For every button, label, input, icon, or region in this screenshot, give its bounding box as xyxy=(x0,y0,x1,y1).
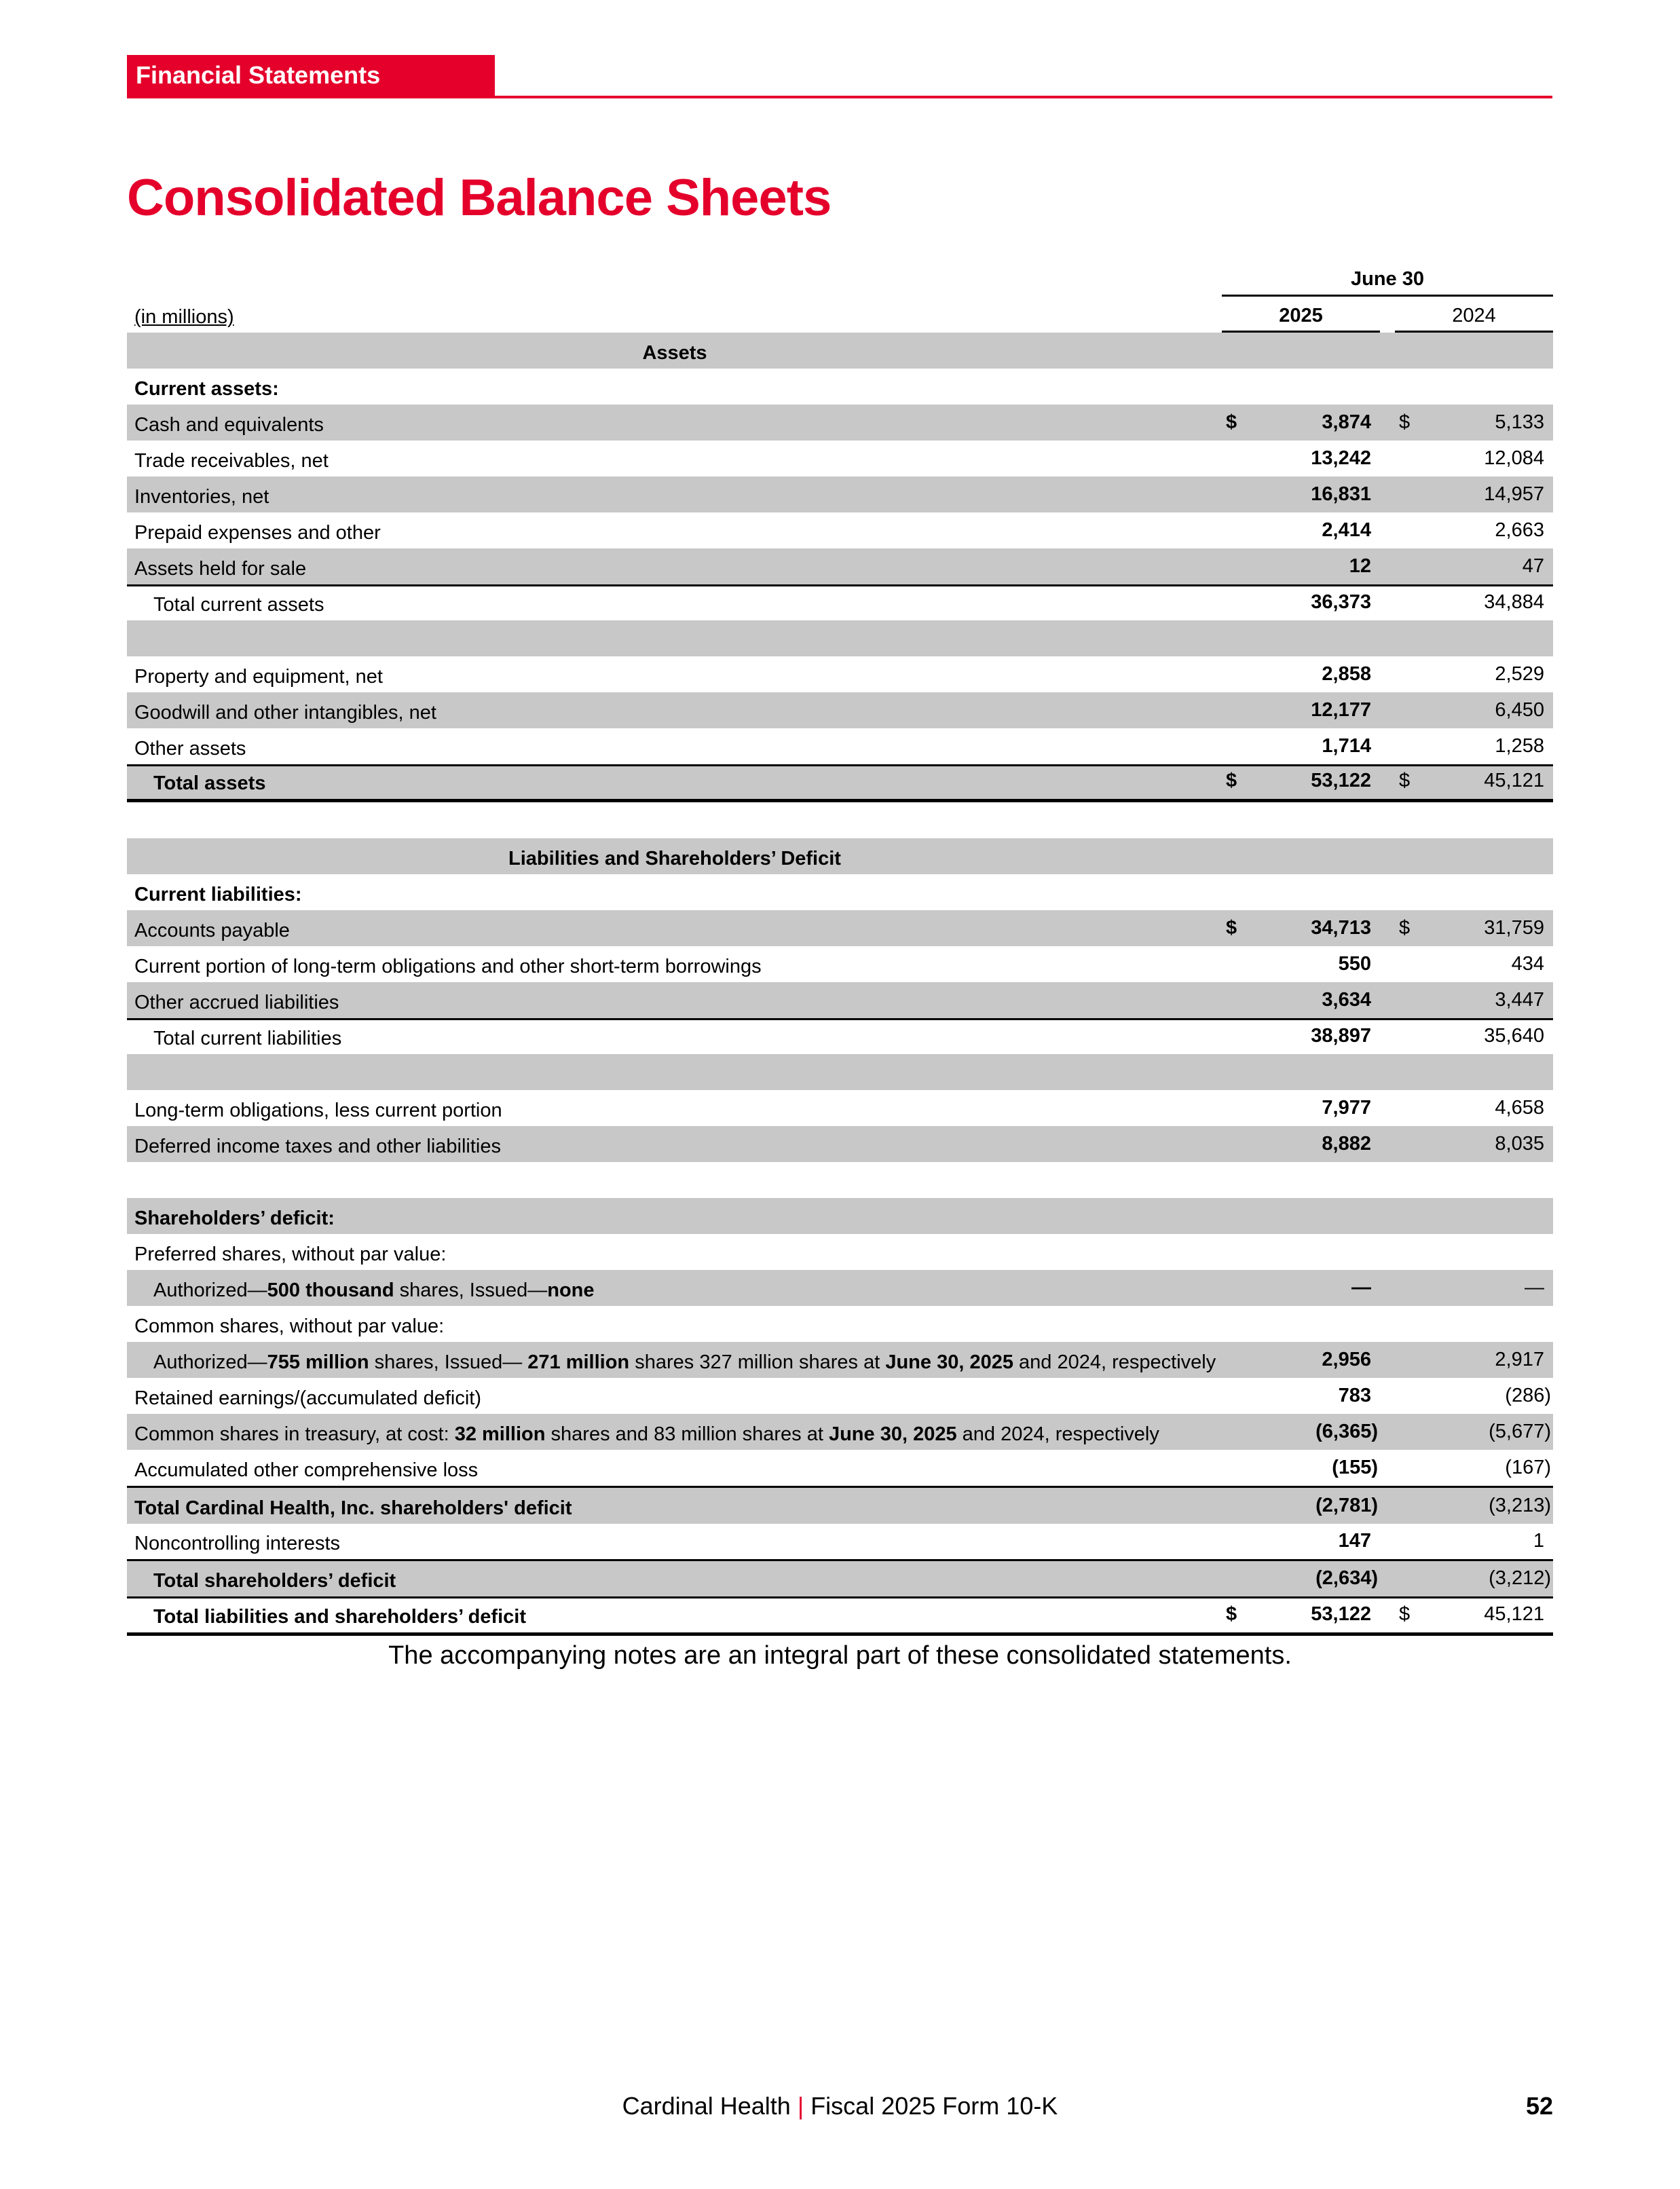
value-2024: 3,447 xyxy=(1495,989,1544,1011)
subhead-row xyxy=(127,1198,1553,1234)
row-label: Preferred shares, without par value: xyxy=(134,1243,447,1265)
row-label: Retained earnings/(accumulated deficit) xyxy=(134,1387,481,1409)
table-row xyxy=(127,548,1553,584)
page-footer xyxy=(0,2092,1680,2120)
table-row xyxy=(127,476,1553,512)
label-part: and 2024, respectively xyxy=(956,1423,1159,1445)
value-2024: 434 xyxy=(1511,953,1544,975)
row-label: Accumulated other comprehensive loss xyxy=(134,1459,479,1481)
value-2024: 8,035 xyxy=(1495,1133,1544,1155)
label-part: 755 million xyxy=(267,1351,369,1373)
value-2025: 3,874 xyxy=(1322,411,1371,433)
row-label: Goodwill and other intangibles, net xyxy=(134,702,436,724)
table-row xyxy=(127,512,1553,548)
label-part: none xyxy=(547,1279,595,1301)
footer-company: Cardinal Health xyxy=(622,2092,791,2120)
row-label: Inventories, net xyxy=(134,486,269,508)
value-2024: (5,677) xyxy=(1489,1421,1551,1442)
value-2025: 38,897 xyxy=(1311,1025,1371,1047)
value-2024: 2,917 xyxy=(1495,1349,1544,1370)
section-rule xyxy=(127,96,1552,98)
row-label: Total shareholders’ deficit xyxy=(153,1570,396,1592)
table-header-row xyxy=(127,297,1553,333)
value-2025: (155) xyxy=(1332,1457,1378,1478)
table-row xyxy=(127,1378,1553,1414)
value-2024: 6,450 xyxy=(1495,699,1544,721)
currency-2025: $ xyxy=(1226,1603,1237,1625)
section-tab: Financial Statements xyxy=(127,55,495,96)
footer-separator: | xyxy=(797,2092,804,2120)
value-2025: (2,781) xyxy=(1315,1495,1378,1516)
column-group-label: June 30 xyxy=(1351,268,1424,290)
subtotal-row xyxy=(127,1018,1553,1054)
total-row xyxy=(127,764,1553,802)
table-row xyxy=(127,1090,1553,1126)
table-row xyxy=(127,441,1553,476)
currency-2024: $ xyxy=(1399,770,1411,791)
row-label: Total liabilities and shareholders’ deficit xyxy=(153,1606,526,1628)
table-row xyxy=(127,1414,1553,1450)
value-2024: 4,658 xyxy=(1495,1097,1544,1119)
value-2024: 35,640 xyxy=(1484,1025,1544,1047)
currency-2024: $ xyxy=(1399,917,1411,939)
value-2025: 12 xyxy=(1349,555,1371,577)
row-label: Total current assets xyxy=(153,594,324,616)
value-2025: 147 xyxy=(1338,1530,1371,1552)
row-label: Total Cardinal Health, Inc. shareholders' deficit xyxy=(134,1497,572,1519)
table-row xyxy=(127,910,1553,946)
label-part: 271 million xyxy=(527,1351,630,1373)
row-label: Other accrued liabilities xyxy=(134,992,339,1013)
currency-2025: $ xyxy=(1226,411,1237,433)
row-label: Shareholders’ deficit: xyxy=(134,1208,335,1229)
grand-total-row xyxy=(127,1596,1553,1636)
table-row xyxy=(127,1126,1553,1162)
label-part: shares, Issued— xyxy=(369,1351,528,1373)
value-2025: 7,977 xyxy=(1322,1097,1371,1119)
row-label: Assets held for sale xyxy=(134,558,307,580)
value-2024: 1 xyxy=(1533,1530,1544,1552)
value-2024: 45,121 xyxy=(1484,770,1544,791)
row-label: Total assets xyxy=(153,772,266,794)
section-label: Liabilities and Shareholders’ Deficit xyxy=(508,848,841,869)
value-2025: 2,858 xyxy=(1322,663,1371,685)
page-title: Consolidated Balance Sheets xyxy=(127,169,832,227)
row-label: Property and equipment, net xyxy=(134,666,383,688)
row-label: Trade receivables, net xyxy=(134,450,329,472)
row-label xyxy=(134,1423,1159,1446)
label-part: 32 million xyxy=(454,1423,546,1445)
value-2025: 550 xyxy=(1338,953,1371,975)
value-2024: 47 xyxy=(1522,555,1544,577)
row-label xyxy=(153,1351,1216,1374)
label-part: Common shares in treasury, at cost: xyxy=(134,1423,455,1445)
row-label: Deferred income taxes and other liabilities xyxy=(134,1136,501,1157)
value-2025: 16,831 xyxy=(1311,483,1371,505)
table-row xyxy=(127,1450,1553,1488)
subhead-row xyxy=(127,369,1553,405)
label-part: shares and 83 million shares at xyxy=(545,1423,829,1445)
label-part: 500 thousand xyxy=(267,1279,394,1301)
value-2025: 53,122 xyxy=(1311,770,1371,791)
year-2024-header: 2024 xyxy=(1452,305,1496,326)
table-row xyxy=(127,1306,1553,1342)
table-row xyxy=(127,946,1553,982)
value-2024: (3,213) xyxy=(1489,1495,1551,1516)
footer-doc: Fiscal 2025 Form 10-K xyxy=(810,2092,1058,2120)
value-2024: 14,957 xyxy=(1484,483,1544,505)
value-2024: 34,884 xyxy=(1484,591,1544,613)
page-number: 52 xyxy=(1525,2092,1553,2120)
currency-2024: $ xyxy=(1399,1603,1411,1625)
row-label: Accounts payable xyxy=(134,920,290,941)
value-2025: 53,122 xyxy=(1311,1603,1371,1625)
section-label: Assets xyxy=(642,342,707,364)
label-part: Authorized— xyxy=(153,1279,267,1301)
value-2024: 12,084 xyxy=(1484,447,1544,469)
value-2025: 3,634 xyxy=(1322,989,1371,1011)
subtotal-row xyxy=(127,584,1553,620)
table-row xyxy=(127,1270,1553,1306)
value-2025: (2,634) xyxy=(1315,1567,1378,1589)
row-label xyxy=(153,1279,595,1302)
table-row xyxy=(127,1524,1553,1561)
row-label: Long-term obligations, less current portion xyxy=(134,1100,502,1121)
spacer-row xyxy=(127,620,1553,656)
row-label: Common shares, without par value: xyxy=(134,1315,445,1337)
row-label: Prepaid expenses and other xyxy=(134,522,381,544)
table-row xyxy=(127,692,1553,728)
row-label: Cash and equivalents xyxy=(134,414,324,436)
row-label: Current liabilities: xyxy=(134,884,302,905)
row-label: Total current liabilities xyxy=(153,1028,342,1049)
units-label: (in millions) xyxy=(134,306,234,328)
label-part: Authorized— xyxy=(153,1351,267,1373)
value-2024: 2,663 xyxy=(1495,519,1544,541)
table-row xyxy=(127,982,1553,1018)
value-2025: 13,242 xyxy=(1311,447,1371,469)
value-2025: 1,714 xyxy=(1322,735,1371,757)
subhead-row xyxy=(127,874,1553,910)
value-2025: 2,956 xyxy=(1322,1349,1371,1370)
row-label: Current portion of long-term obligations and other short-term borrowings xyxy=(134,956,762,977)
value-2024: (3,212) xyxy=(1489,1567,1551,1589)
label-part: shares, Issued— xyxy=(394,1279,548,1301)
label-part: June 30, 2025 xyxy=(828,1423,957,1445)
table-row xyxy=(127,1342,1553,1378)
table-row xyxy=(127,656,1553,692)
value-2024: (167) xyxy=(1505,1457,1551,1478)
value-2024: 2,529 xyxy=(1495,663,1544,685)
value-2025: 783 xyxy=(1338,1385,1371,1406)
value-2024: 31,759 xyxy=(1484,917,1544,939)
footnote: The accompanying notes are an integral part of these consolidated statements. xyxy=(388,1641,1292,1670)
section-row-assets xyxy=(127,333,1553,369)
value-2024: (286) xyxy=(1505,1385,1551,1406)
currency-2024: $ xyxy=(1399,411,1411,433)
value-2025: 36,373 xyxy=(1311,591,1371,613)
value-2024: — xyxy=(1525,1277,1544,1298)
value-2024: 45,121 xyxy=(1484,1603,1544,1625)
currency-2025: $ xyxy=(1226,770,1237,791)
table-row xyxy=(127,1234,1553,1270)
value-2024: 1,258 xyxy=(1495,735,1544,757)
row-label: Current assets: xyxy=(134,378,279,400)
subtotal-row xyxy=(127,1488,1553,1524)
section-row-liabilities xyxy=(127,838,1553,874)
table-row xyxy=(127,728,1553,764)
value-2025: 12,177 xyxy=(1311,699,1371,721)
value-2025: 2,414 xyxy=(1322,519,1371,541)
label-part: June 30, 2025 xyxy=(885,1351,1013,1373)
row-label: Noncontrolling interests xyxy=(134,1533,341,1554)
spacer-row xyxy=(127,1054,1553,1090)
value-2025: 8,882 xyxy=(1322,1133,1371,1155)
value-2024: 5,133 xyxy=(1495,411,1544,433)
value-2025: — xyxy=(1351,1277,1371,1298)
row-label: Other assets xyxy=(134,738,246,760)
table-row xyxy=(127,405,1553,441)
year-2025-header: 2025 xyxy=(1279,305,1323,326)
value-2025: (6,365) xyxy=(1315,1421,1378,1442)
total-row xyxy=(127,1561,1553,1596)
value-2025: 34,713 xyxy=(1311,917,1371,939)
label-part: and 2024, respectively xyxy=(1013,1351,1216,1373)
label-part: shares 327 million shares at xyxy=(629,1351,886,1373)
currency-2025: $ xyxy=(1226,917,1237,939)
